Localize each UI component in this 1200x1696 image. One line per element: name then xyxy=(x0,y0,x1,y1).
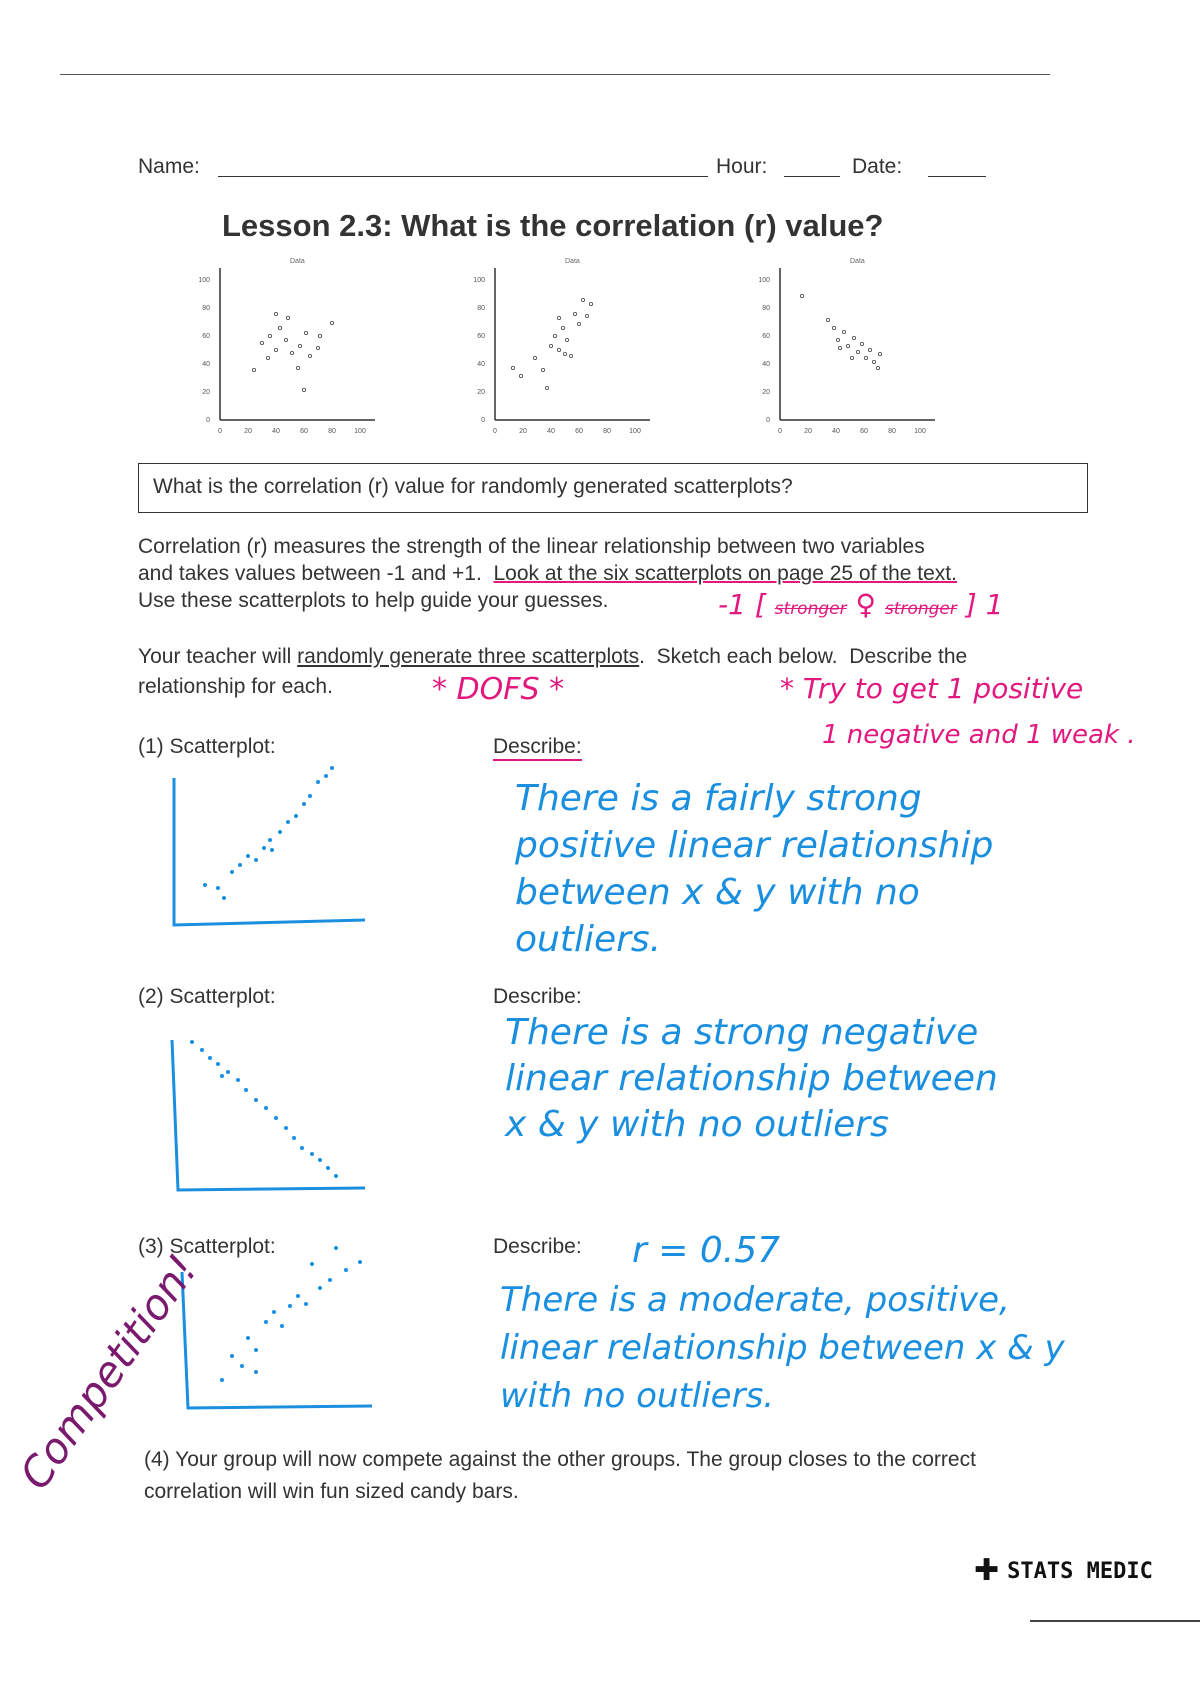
date-blank[interactable] xyxy=(928,176,986,177)
x-tick-label: 20 xyxy=(244,428,252,435)
scale-annotation: -1 [ stronger ♀ stronger ] 1 xyxy=(718,588,1004,621)
x-tick-label: 80 xyxy=(603,428,611,435)
instructions-1a: Your teacher will xyxy=(138,645,298,668)
item-2-answer-line: There is a strong negative xyxy=(505,1012,979,1053)
y-tick-label: 80 xyxy=(477,305,485,312)
intro-underlined: Look at the six scatterplots on page 25 of the text. xyxy=(493,562,957,585)
item-1-answer-line: positive linear relationship xyxy=(515,825,994,866)
logo-text: STATS MEDIC xyxy=(1007,1558,1153,1584)
item-1-answer-line: between x & y with no xyxy=(515,872,920,913)
x-tick-label: 20 xyxy=(804,428,812,435)
competition-side-note: Competition! xyxy=(10,1245,208,1499)
question-text: What is the correlation (r) value for randomly generated scatterplots? xyxy=(153,475,793,498)
item-2-answer-line: linear relationship between xyxy=(505,1058,998,1099)
y-tick-label: 60 xyxy=(762,333,770,340)
item-3-label: (3) Scatterplot: xyxy=(138,1235,276,1258)
item-2-answer xyxy=(505,1010,998,1148)
y-tick-label: 40 xyxy=(477,361,485,368)
y-tick-label: 80 xyxy=(762,305,770,312)
hour-blank[interactable] xyxy=(784,176,840,177)
x-tick-label: 0 xyxy=(493,428,497,435)
x-tick-label: 40 xyxy=(832,428,840,435)
item-3-answer xyxy=(500,1276,1065,1420)
sample-plot-positive-weak xyxy=(198,258,375,435)
item-3-answer-line: with no outliers. xyxy=(500,1376,775,1416)
scale-left-word: stronger xyxy=(774,599,847,619)
top-rule xyxy=(60,74,1050,75)
y-tick-label: 20 xyxy=(762,389,770,396)
x-tick-label: 0 xyxy=(778,428,782,435)
scale-right: 1 xyxy=(985,588,1004,621)
hour-label: Hour: xyxy=(716,155,768,178)
sample-plot-title: Data xyxy=(290,258,305,265)
y-tick-label: 80 xyxy=(202,305,210,312)
stats-medic-logo xyxy=(974,1556,1153,1586)
y-tick-label: 20 xyxy=(202,389,210,396)
sample-scatterplots xyxy=(180,258,980,438)
item-2-label: (2) Scatterplot: xyxy=(138,985,276,1008)
competition-line-2: correlation will win fun sized candy bars. xyxy=(144,1480,519,1503)
x-tick-label: 100 xyxy=(914,428,926,435)
x-tick-label: 60 xyxy=(860,428,868,435)
sample-plot-positive-strong xyxy=(473,258,650,435)
item-1-label: (1) Scatterplot: xyxy=(138,735,276,758)
item-3-sketch xyxy=(170,1240,390,1415)
y-tick-label: 60 xyxy=(477,333,485,340)
try-note-line-2: 1 negative and 1 weak . xyxy=(822,720,1136,750)
y-tick-label: 0 xyxy=(766,417,770,424)
x-tick-label: 40 xyxy=(272,428,280,435)
y-tick-label: 100 xyxy=(758,277,770,284)
item-3-describe: Describe: xyxy=(493,1235,582,1258)
y-tick-label: 100 xyxy=(198,277,210,284)
item-1-answer xyxy=(515,775,993,963)
intro-line-3: Use these scatterplots to help guide your guesses. xyxy=(138,589,609,612)
item-2-describe: Describe: xyxy=(493,985,582,1008)
item-2-sketch xyxy=(160,1020,380,1200)
item-3-answer-line: linear relationship between x & y xyxy=(500,1328,1065,1368)
page-title: Lesson 2.3: What is the correlation (r) value? xyxy=(222,208,884,243)
y-tick-label: 100 xyxy=(473,277,485,284)
scale-right-word: stronger xyxy=(884,599,957,619)
instructions-line-2: relationship for each. xyxy=(138,675,333,698)
x-tick-label: 100 xyxy=(629,428,641,435)
name-blank[interactable] xyxy=(218,176,708,177)
sample-plot-title: Data xyxy=(565,258,580,265)
sample-plot-negative xyxy=(758,258,935,435)
try-note-line-1: * Try to get 1 positive xyxy=(780,672,1084,705)
scale-left: -1 xyxy=(718,588,746,621)
instructions-underlined: randomly generate three scatterplots xyxy=(297,645,640,668)
y-tick-label: 20 xyxy=(477,389,485,396)
x-tick-label: 40 xyxy=(547,428,555,435)
x-tick-label: 80 xyxy=(888,428,896,435)
item-1-sketch xyxy=(160,760,380,935)
intro-line-2 xyxy=(138,562,957,586)
y-tick-label: 40 xyxy=(202,361,210,368)
x-tick-label: 60 xyxy=(575,428,583,435)
sample-plot-title: Data xyxy=(850,258,865,265)
intro-line-2a: and takes values between -1 and +1. xyxy=(138,562,494,585)
instructions-1c: . Sketch each below. Describe the xyxy=(639,645,968,668)
item-1-describe: Describe: xyxy=(493,735,582,761)
question-box xyxy=(138,463,1088,513)
medical-cross-icon: ✚ xyxy=(974,1554,1000,1587)
dofs-note: * DOFS * xyxy=(432,672,565,707)
date-label: Date: xyxy=(852,155,903,178)
item-3-r-value: r = 0.57 xyxy=(632,1230,781,1271)
name-label: Name: xyxy=(138,155,200,178)
y-tick-label: 40 xyxy=(762,361,770,368)
item-3-answer-line: There is a moderate, positive, xyxy=(500,1280,1010,1320)
y-tick-label: 0 xyxy=(481,417,485,424)
instructions-line-1 xyxy=(138,645,967,669)
x-tick-label: 0 xyxy=(218,428,222,435)
item-1-answer-line: There is a fairly strong xyxy=(515,778,922,819)
x-tick-label: 60 xyxy=(300,428,308,435)
competition-line-1: (4) Your group will now compete against the other groups. The group closes to the correct xyxy=(144,1448,976,1471)
x-tick-label: 80 xyxy=(328,428,336,435)
item-1-answer-line: outliers. xyxy=(515,919,662,960)
bottom-rule xyxy=(1030,1620,1200,1622)
x-tick-label: 100 xyxy=(354,428,366,435)
item-2-answer-line: x & y with no outliers xyxy=(505,1104,889,1145)
x-tick-label: 20 xyxy=(519,428,527,435)
intro-line-1: Correlation (r) measures the strength of the linear relationship between two variables xyxy=(138,535,925,558)
y-tick-label: 60 xyxy=(202,333,210,340)
y-tick-label: 0 xyxy=(206,417,210,424)
